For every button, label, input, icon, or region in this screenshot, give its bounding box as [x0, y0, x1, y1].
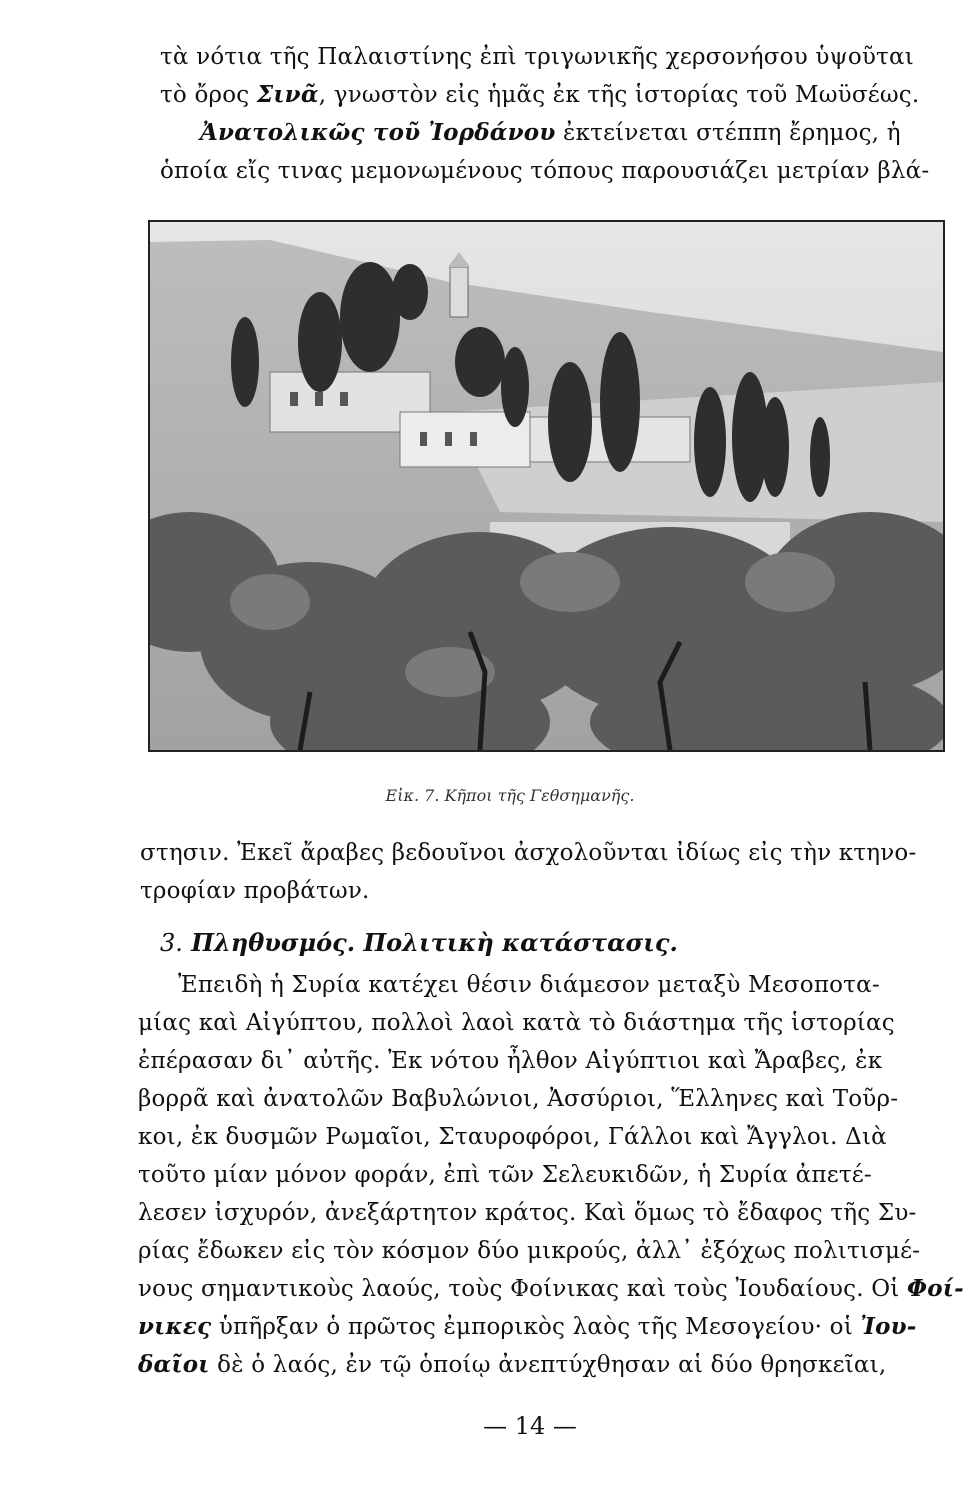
text-line	[138, 1274, 964, 1304]
photo-illustration	[150, 222, 943, 750]
text-run: ἐκτείνεται στέππη ἔρημος, ἡ	[555, 120, 901, 146]
term-jews-cont: δαῖοι	[138, 1351, 210, 1378]
text-run: νους σημαντικοὺς λαούς, τοὺς Φοίνικας καὶ τοὺς Ἰουδαίους. Οἱ	[138, 1276, 907, 1302]
text-line: τροφίαν προβάτων.	[140, 878, 370, 904]
text-run: , γνωστὸν εἰς ἡμᾶς ἐκ τῆς ἱστορίας τοῦ Μωϋσέως.	[318, 82, 920, 108]
text-run: ὑπῆρξαν ὁ πρῶτος ἐμπορικὸς λαὸς τῆς Μεσογείου· οἱ	[211, 1314, 861, 1340]
text-line: Ἐπειδὴ ἡ Συρία κατέχει θέσιν διάμεσον μεταξὺ Μεσοποτα-	[178, 972, 880, 998]
text-run: τὸ ὄρος	[160, 82, 257, 108]
section-heading	[160, 928, 678, 957]
text-line: τοῦτο μίαν μόνον φοράν, ἐπὶ τῶν Σελευκιδῶν, ἡ Συρία ἀπετέ-	[138, 1162, 872, 1188]
section-number: 3.	[160, 929, 183, 957]
gethsemane-photo	[148, 220, 945, 752]
text-run: δὲ ὁ λαός, ἐν τῷ ὁποίῳ ἀνεπτύχθησαν αἱ δύο θρησκεῖαι,	[209, 1352, 887, 1378]
term-jews: Ἰου-	[860, 1313, 917, 1340]
text-line: κοι, ἐκ δυσμῶν Ρωμαῖοι, Σταυροφόροι, Γάλλοι καὶ Ἄγγλοι. Διὰ	[138, 1124, 887, 1150]
text-line: μίας καὶ Αἰγύπτου, πολλοὶ λαοὶ κατὰ τὸ διάστημα τῆς ἱστορίας	[138, 1010, 895, 1036]
text-line: ἐπέρασαν δι᾿ αὐτῆς. Ἐκ νότου ἦλθον Αἰγύπτιοι καὶ Ἄραβες, ἐκ	[138, 1048, 883, 1074]
term-phoenicians: Φοί-	[907, 1275, 964, 1302]
text-line: ρίας ἔδωκεν εἰς τὸν κόσμον δύο μικρούς, ἀλλ᾿ ἐξόχως πολιτισμέ-	[138, 1238, 921, 1264]
section-title: Πληθυσμός. Πολιτικὴ κατάστασις.	[191, 928, 678, 957]
term-phoenicians-cont: νικες	[138, 1313, 212, 1340]
text-line: λεσεν ἰσχυρόν, ἀνεξάρτητον κράτος. Καὶ ὅμως τὸ ἔδαφος τῆς Συ-	[138, 1200, 917, 1226]
figure-caption: Εἰκ. 7. Κῆποι τῆς Γεθσημανῆς.	[385, 786, 635, 805]
term-sinai: Σινᾶ	[256, 81, 319, 108]
text-line	[138, 1312, 917, 1342]
term-east-jordan: Ἀνατολικῶς τοῦ Ἰορδάνου	[200, 119, 556, 146]
page-number: — 14 —	[483, 1412, 577, 1440]
text-line: ὁποία εἴς τινας μεμονωμένους τόπους παρουσιάζει μετρίαν βλά-	[160, 158, 930, 184]
text-line: τὰ νότια τῆς Παλαιστίνης ἐπὶ τριγωνικῆς χερσονήσου ὑψοῦται	[160, 44, 914, 70]
text-line	[138, 1350, 886, 1380]
text-line	[160, 80, 919, 110]
text-line	[200, 118, 901, 148]
text-line: βορρᾶ καὶ ἀνατολῶν Βαβυλώνιοι, Ἀσσύριοι, Ἕλληνες καὶ Τοῦρ-	[138, 1086, 899, 1112]
text-line: στησιν. Ἐκεῖ ἄραβες βεδουῖνοι ἀσχολοῦνται ἰδίως εἰς τὴν κτηνο-	[140, 840, 917, 866]
